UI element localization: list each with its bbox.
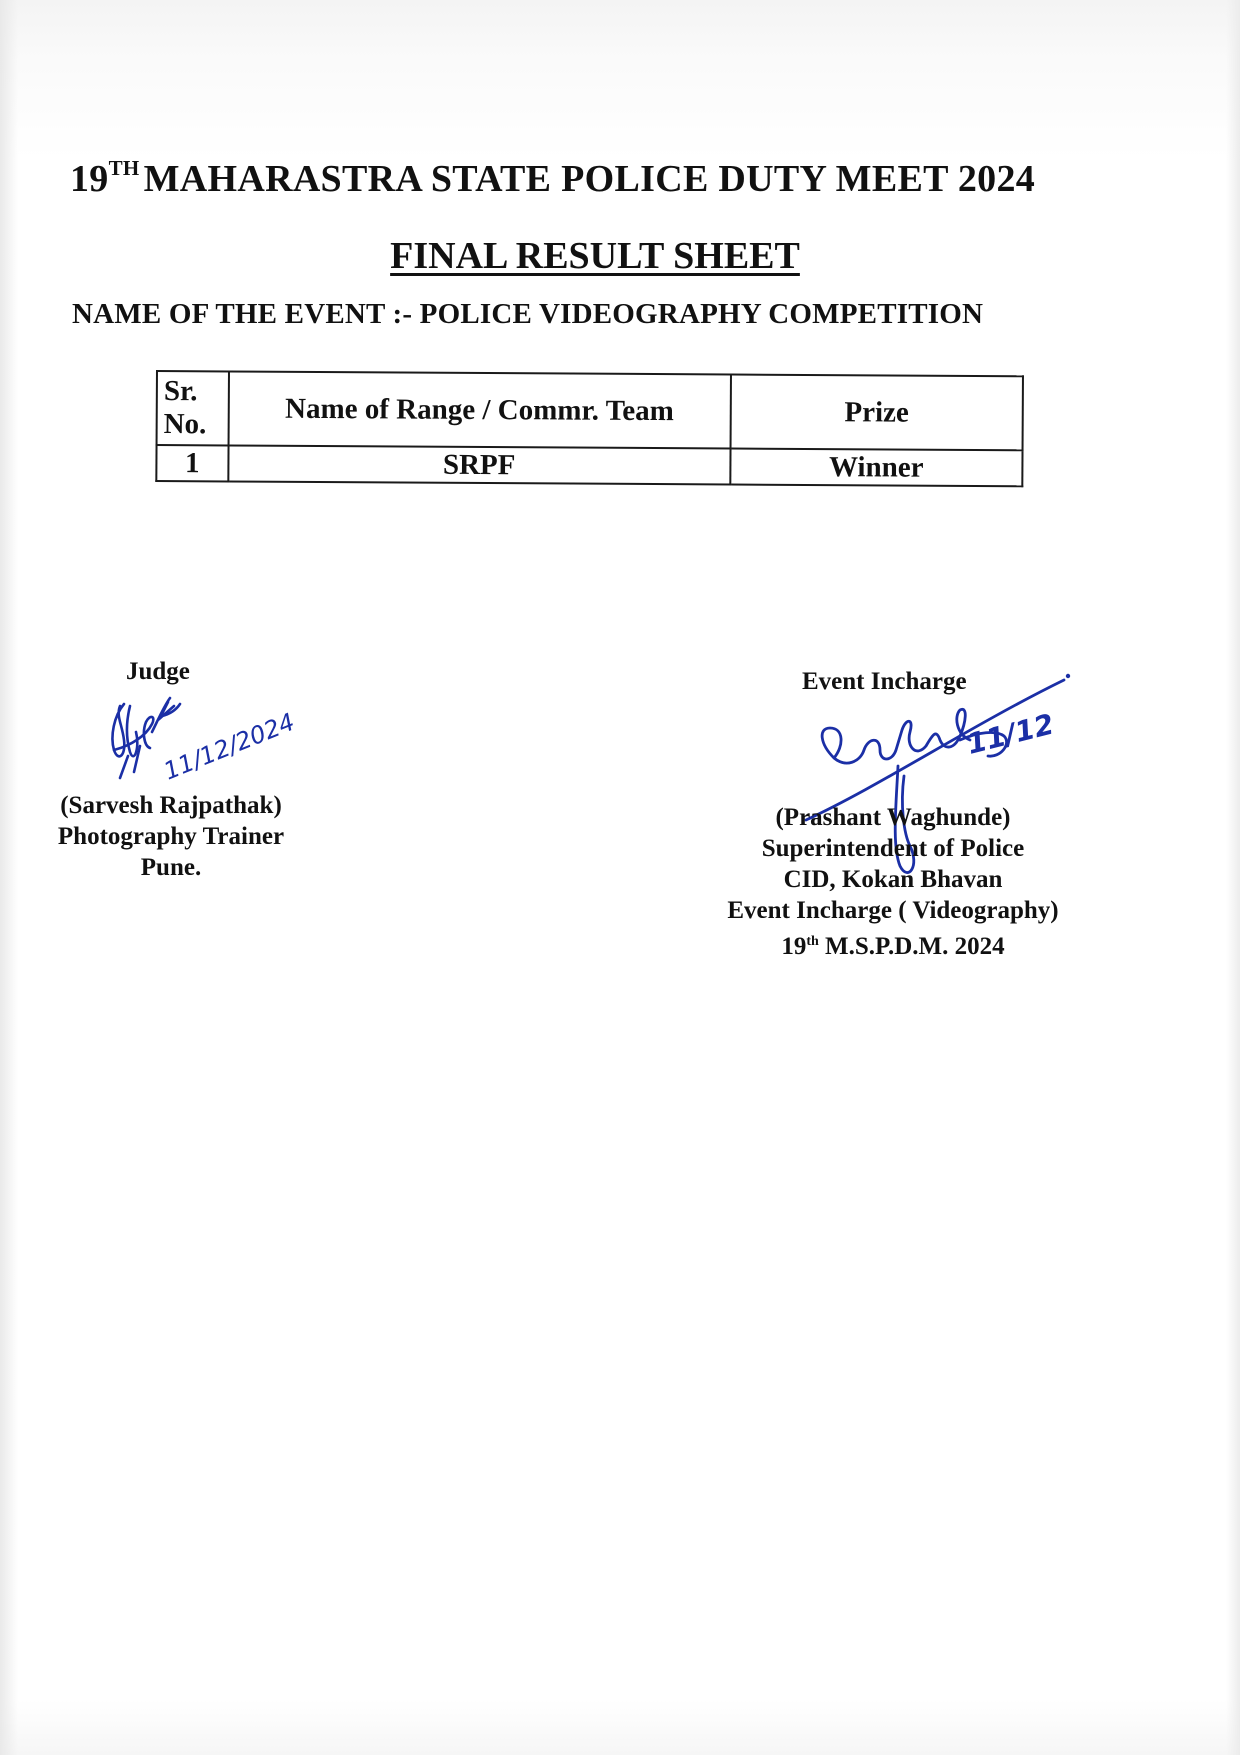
page-title	[70, 156, 1130, 201]
judge-designation: Photography Trainer	[57, 823, 285, 850]
header-prize: Prize	[730, 375, 1023, 451]
result-sheet-heading: FINAL RESULT SHEET	[390, 235, 800, 277]
incharge-name: (Prashant Waghunde)	[775, 804, 1011, 831]
header-sr-line1: Sr.	[163, 375, 198, 408]
cell-sr: 1	[156, 445, 228, 481]
event-name: NAME OF THE EVENT :- POLICE VIDEOGRAPHY COMPETITION	[72, 298, 984, 330]
judge-signature	[100, 676, 299, 788]
title-superscript: TH	[108, 156, 140, 180]
incharge-role: Event Incharge ( Videography)	[727, 897, 1059, 924]
judge-place: Pune.	[140, 854, 202, 881]
judge-signature-date: 11/12/2024	[159, 707, 299, 786]
incharge-designation: Superintendent of Police	[761, 835, 1025, 862]
meet-superscript: th	[806, 934, 819, 949]
table-row	[156, 445, 1022, 486]
judge-name: (Sarvesh Rajpathak)	[60, 792, 282, 819]
meet-name: M.S.P.D.M. 2024	[825, 933, 1005, 960]
meet-number: 19	[781, 933, 807, 960]
cell-team: SRPF	[228, 445, 730, 484]
header-sr-no	[157, 371, 229, 445]
incharge-meet	[698, 926, 1088, 962]
incharge-office: CID, Kokan Bhavan	[783, 866, 1003, 893]
judge-label: Judge	[126, 658, 190, 685]
table-header-row	[157, 371, 1023, 450]
title-text: MAHARASTRA STATE POLICE DUTY MEET 2024	[143, 158, 1036, 200]
title-number: 19	[70, 158, 109, 200]
incharge-label: Event Incharge	[802, 668, 967, 695]
incharge-details	[698, 802, 1088, 962]
judge-details	[44, 790, 298, 883]
header-team-name: Name of Range / Commr. Team	[228, 371, 731, 448]
result-table	[155, 370, 1024, 487]
cell-prize: Winner	[730, 449, 1022, 487]
ink-dot	[1066, 674, 1070, 678]
incharge-signature-date: 11/12	[963, 707, 1058, 761]
header-sr-line2: No.	[163, 408, 207, 441]
scan-edge-right	[1226, 0, 1240, 1755]
